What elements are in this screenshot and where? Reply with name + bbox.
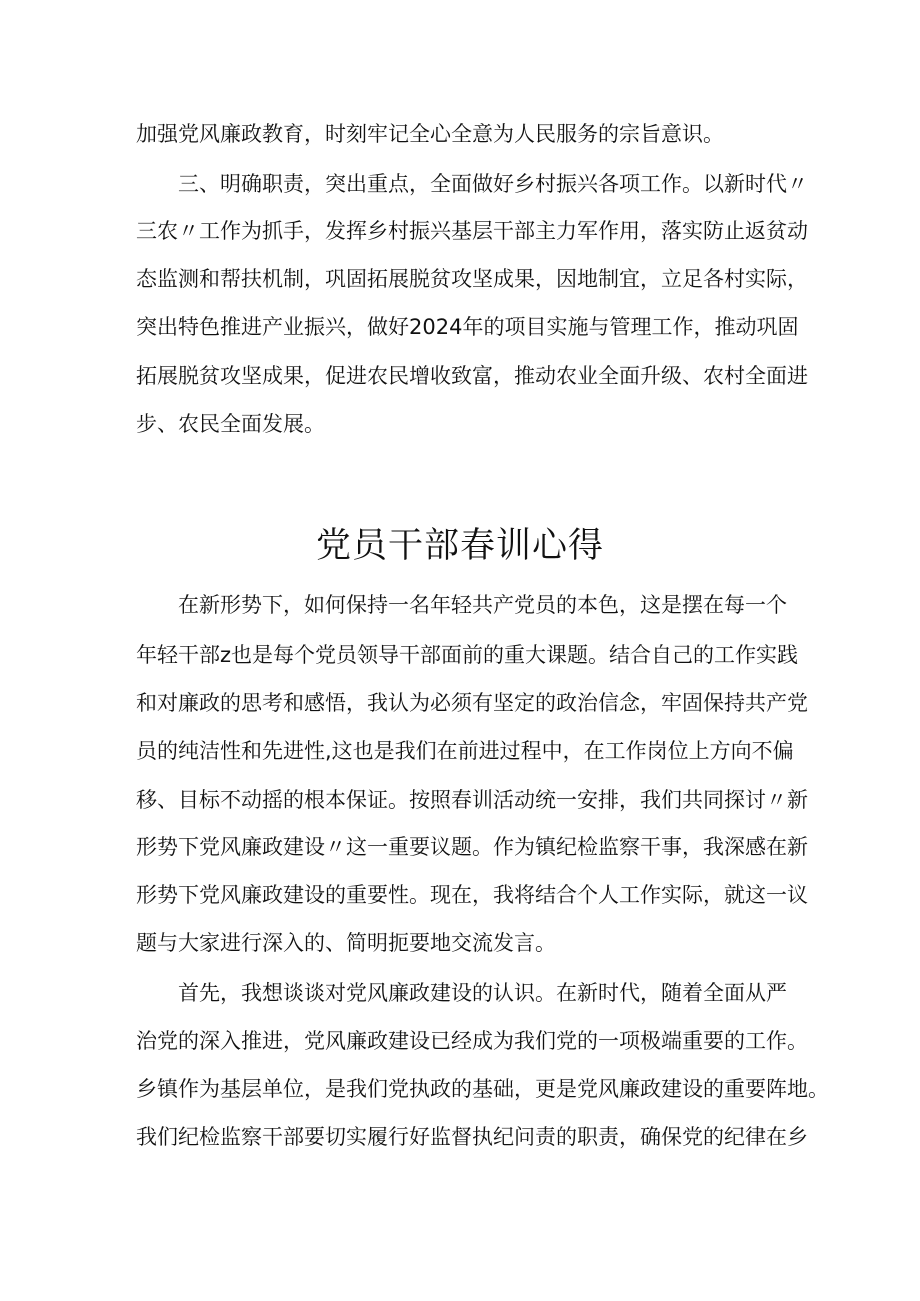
document-title: 党员干部春训心得 bbox=[315, 526, 604, 566]
paragraph-line: 员的纯洁性和先进性,这也是我们在前进过程中，在工作岗位上方向不偏 bbox=[136, 739, 794, 763]
paragraph-line: 突出特色推进产业振兴，做好2024年的项目实施与管理工作，推动巩固 bbox=[136, 315, 799, 339]
paragraph-line: 步、农民全面发展。 bbox=[136, 412, 325, 436]
paragraph-line: 在新形势下，如何保持一名年轻共产党员的本色，这是摆在每一个 bbox=[178, 593, 787, 617]
paragraph-line: 三、明确职责，突出重点，全面做好乡村振兴各项工作。以新时代〃 bbox=[178, 172, 808, 196]
paragraph-line: 态监测和帮扶机制，巩固拓展脱贫攻坚成果，因地制宜，立足各村实际， bbox=[136, 267, 808, 291]
paragraph-line: 治党的深入推进，党风廉政建设已经成为我们党的一项极端重要的工作。 bbox=[136, 1029, 808, 1053]
paragraph-line: 移、目标不动摇的根本保证。按照春训活动统一安排，我们共同探讨〃新 bbox=[136, 788, 808, 812]
paragraph-line: 年轻干部z也是每个党员领导干部面前的重大课题。结合自己的工作实践 bbox=[136, 643, 799, 667]
paragraph-line: 形势下党风廉政建设〃这一重要议题。作为镇纪检监察干事，我深感在新 bbox=[136, 835, 808, 859]
paragraph-line: 我们纪检监察干部要切实履行好监督执纪问责的职责，确保党的纪律在乡 bbox=[136, 1125, 808, 1149]
paragraph-line: 三农〃工作为抓手，发挥乡村振兴基层干部主力军作用，落实防止返贫动 bbox=[136, 219, 808, 243]
paragraph-line: 拓展脱贫攻坚成果，促进农民增收致富，推动农业全面升级、农村全面进 bbox=[136, 364, 808, 388]
paragraph-line: 题与大家进行深入的、简明扼要地交流发言。 bbox=[136, 931, 556, 955]
paragraph-line: 乡镇作为基层单位，是我们党执政的基础，更是党风廉政建设的重要阵地。 bbox=[136, 1077, 829, 1101]
paragraph-line: 形势下党风廉政建设的重要性。现在，我将结合个人工作实际，就这一议 bbox=[136, 883, 808, 907]
paragraph-line: 和对廉政的思考和感悟，我认为必须有坚定的政治信念，牢固保持共产党 bbox=[136, 691, 808, 715]
paragraph-line: 首先，我想谈谈对党风廉政建设的认识。在新时代，随着全面从严 bbox=[178, 981, 787, 1005]
paragraph-line: 加强党风廉政教育，时刻牢记全心全意为人民服务的宗旨意识。 bbox=[136, 122, 724, 146]
